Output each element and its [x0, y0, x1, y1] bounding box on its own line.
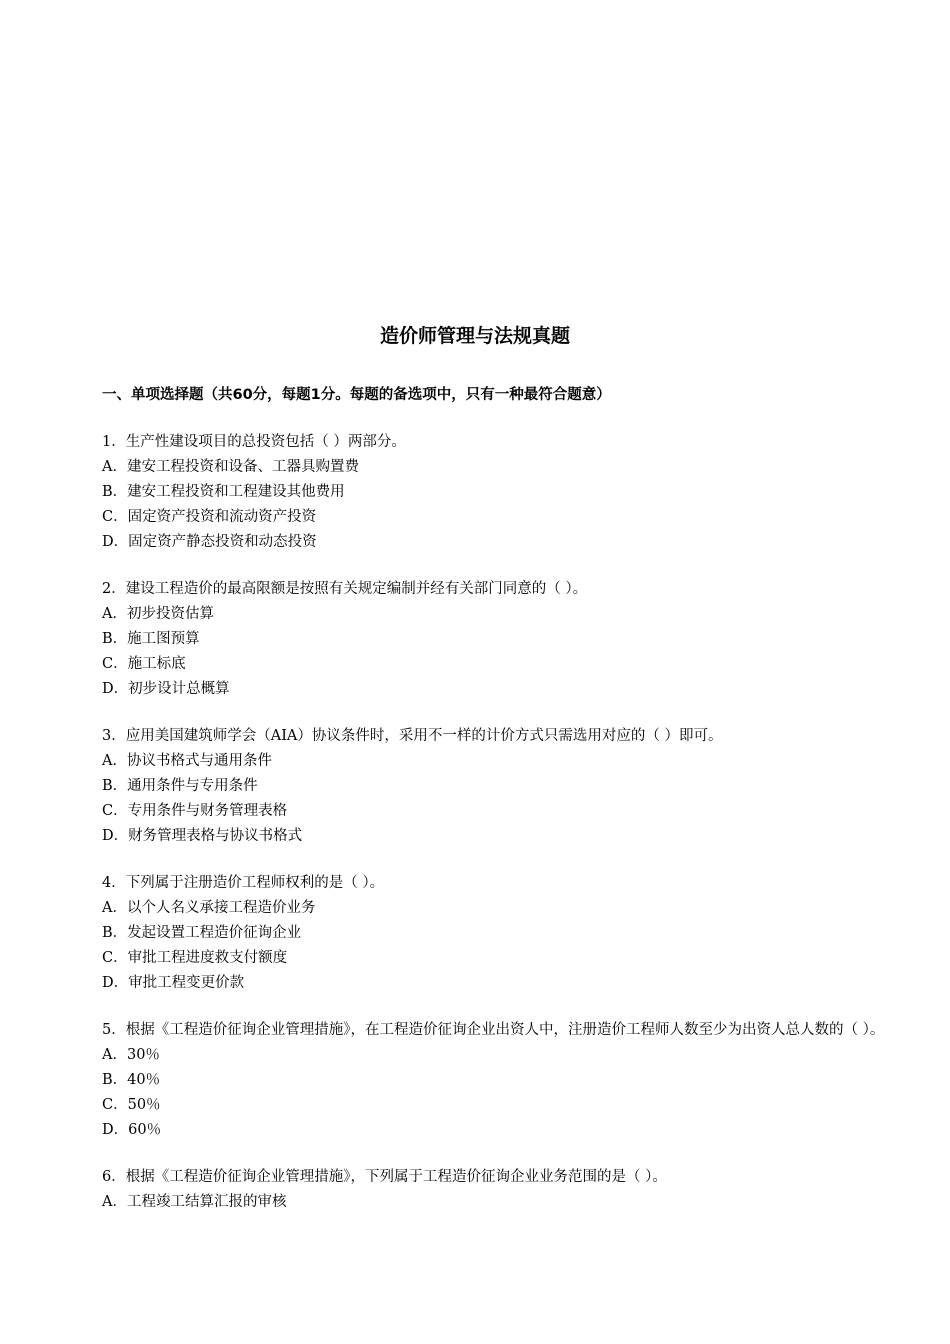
- section-heading: 一、单项选择题（共60分，每题1分。每题的备选项中，只有一种最符合题意）: [102, 387, 611, 403]
- question-stem: 5．根据《工程造价征询企业管理措施》，在工程造价征询企业出资人中，注册造价工程师人数至少为出资人总人数的（ ）。: [102, 1022, 885, 1038]
- question-3: [102, 724, 892, 849]
- document-title: 造价师管理与法规真题: [379, 325, 570, 347]
- answer-option-a: A．30％: [102, 1047, 160, 1063]
- answer-option-d: D．审批工程变更价款: [102, 975, 245, 991]
- question-stem: 2．建设工程造价的最高限额是按照有关规定编制并经有关部门同意的（ ）。: [102, 581, 588, 597]
- answer-option-c: C．专用条件与财务管理表格: [102, 803, 288, 819]
- answer-option-c: C．施工标底: [102, 656, 186, 672]
- answer-option-d: D．60％: [102, 1122, 162, 1138]
- answer-option-b: B．40％: [102, 1072, 161, 1088]
- question-stem: 1．生产性建设项目的总投资包括（ ）两部分。: [102, 434, 406, 450]
- answer-option-b: B．发起设置工程造价征询企业: [102, 925, 302, 941]
- answer-option-b: B．建安工程投资和工程建设其他费用: [102, 484, 345, 500]
- answer-option-a: A．建安工程投资和设备、工器具购置费: [102, 459, 359, 475]
- answer-option-b: B．施工图预算: [102, 631, 200, 647]
- question-1: [102, 430, 892, 555]
- question-stem: 4．下列属于注册造价工程师权利的是（ ）。: [102, 875, 385, 891]
- question-6: [102, 1165, 892, 1215]
- answer-option-a: A．工程竣工结算汇报的审核: [102, 1194, 287, 1210]
- question-stem: 6．根据《工程造价征询企业管理措施》，下列属于工程造价征询企业业务范围的是（ ）。: [102, 1169, 667, 1185]
- question-stem: 3．应用美国建筑师学会（AIA）协议条件时，采用不一样的计价方式只需选用对应的（ ）即可。: [102, 728, 723, 744]
- answer-option-a: A．协议书格式与通用条件: [102, 753, 272, 769]
- answer-option-b: B．通用条件与专用条件: [102, 778, 258, 794]
- answer-option-c: C．50％: [102, 1097, 161, 1113]
- answer-option-c: C．固定资产投资和流动资产投资: [102, 509, 317, 525]
- answer-option-c: C．审批工程进度救支付额度: [102, 950, 288, 966]
- question-2: [102, 577, 892, 702]
- answer-option-a: A．初步投资估算: [102, 606, 214, 622]
- answer-option-a: A．以个人名义承接工程造价业务: [102, 900, 316, 916]
- answer-option-d: D．财务管理表格与协议书格式: [102, 828, 303, 844]
- question-4: [102, 871, 892, 996]
- answer-option-d: D．固定资产静态投资和动态投资: [102, 534, 317, 550]
- answer-option-d: D．初步设计总概算: [102, 681, 230, 697]
- question-list: [102, 430, 892, 1237]
- question-5: [102, 1018, 892, 1143]
